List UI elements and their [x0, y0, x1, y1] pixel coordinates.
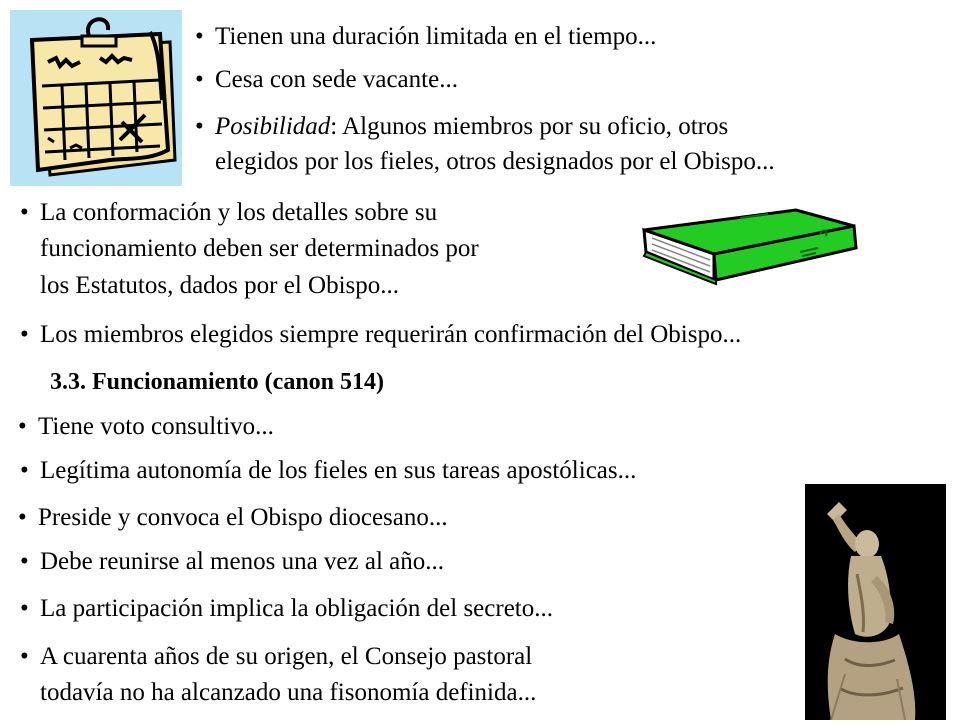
bullet-text: A cuarenta años de su origen, el Consejo pastoral [40, 643, 533, 670]
bullet-text: elegidos por los fieles, otros designados por el Obispo... [215, 148, 775, 175]
bullet-marker: • [20, 595, 29, 622]
sculptor-statue-image [805, 484, 946, 720]
bullet-preside [18, 503, 448, 533]
bullet-marker: • [195, 113, 204, 140]
bullet-text: Cesa con sede vacante... [215, 66, 458, 93]
bullet-confirmacion [20, 320, 741, 350]
calendar-icon [10, 10, 182, 186]
green-book-icon [640, 208, 862, 288]
bullet-estatutos-cont-2 [20, 271, 399, 301]
bullet-text: Legítima autonomía de los fieles en sus tareas apostólicas... [40, 457, 637, 484]
bullet-reunirse [20, 547, 444, 577]
bullet-text: los Estatutos, dados por el Obispo... [40, 272, 400, 299]
bullet-text: Los miembros elegidos siempre requerirán confirmación del Obispo... [40, 321, 742, 348]
section-heading: 3.3. Funcionamiento (canon 514) [50, 369, 385, 395]
bullet-marker: • [20, 321, 29, 348]
bullet-marker: • [20, 643, 29, 670]
bullet-marker: • [20, 548, 29, 575]
bullet-cuarenta-anos-cont [20, 678, 536, 708]
bullet-marker: • [18, 413, 27, 440]
bullet-autonomia [20, 456, 636, 486]
bullet-marker: • [20, 199, 29, 226]
bullet-secreto [20, 594, 553, 624]
bullet-estatutos [20, 198, 437, 228]
bullet-sede-vacante [195, 65, 458, 95]
bullet-text: Debe reunirse al menos una vez al año... [40, 548, 445, 575]
bullet-text: La conformación y los detalles sobre su [40, 199, 438, 226]
bullet-text: Preside y convoca el Obispo diocesano... [38, 504, 448, 531]
bullet-text: todavía no ha alcanzado una fisonomía definida... [40, 679, 537, 706]
bullet-marker: • [195, 66, 204, 93]
bullet-duracion [195, 22, 656, 52]
bullet-text: Tiene voto consultivo... [38, 413, 274, 440]
bullet-posibilidad [195, 112, 728, 142]
bullet-marker: • [195, 23, 204, 50]
bullet-marker: • [20, 457, 29, 484]
bullet-posibilidad-cont [195, 147, 775, 177]
bullet-text: Tienen una duración limitada en el tiempo... [215, 23, 657, 50]
italic-lead: Posibilidad [215, 113, 331, 140]
bullet-cuarenta-anos [20, 642, 532, 672]
bullet-marker: • [18, 504, 27, 531]
bullet-text: : Algunos miembros por su oficio, otros [330, 113, 729, 140]
bullet-text: funcionamiento deben ser determinados por [40, 235, 479, 262]
bullet-voto [18, 412, 274, 442]
bullet-estatutos-cont-1 [20, 234, 479, 264]
bullet-text: La participación implica la obligación del secreto... [40, 595, 553, 622]
